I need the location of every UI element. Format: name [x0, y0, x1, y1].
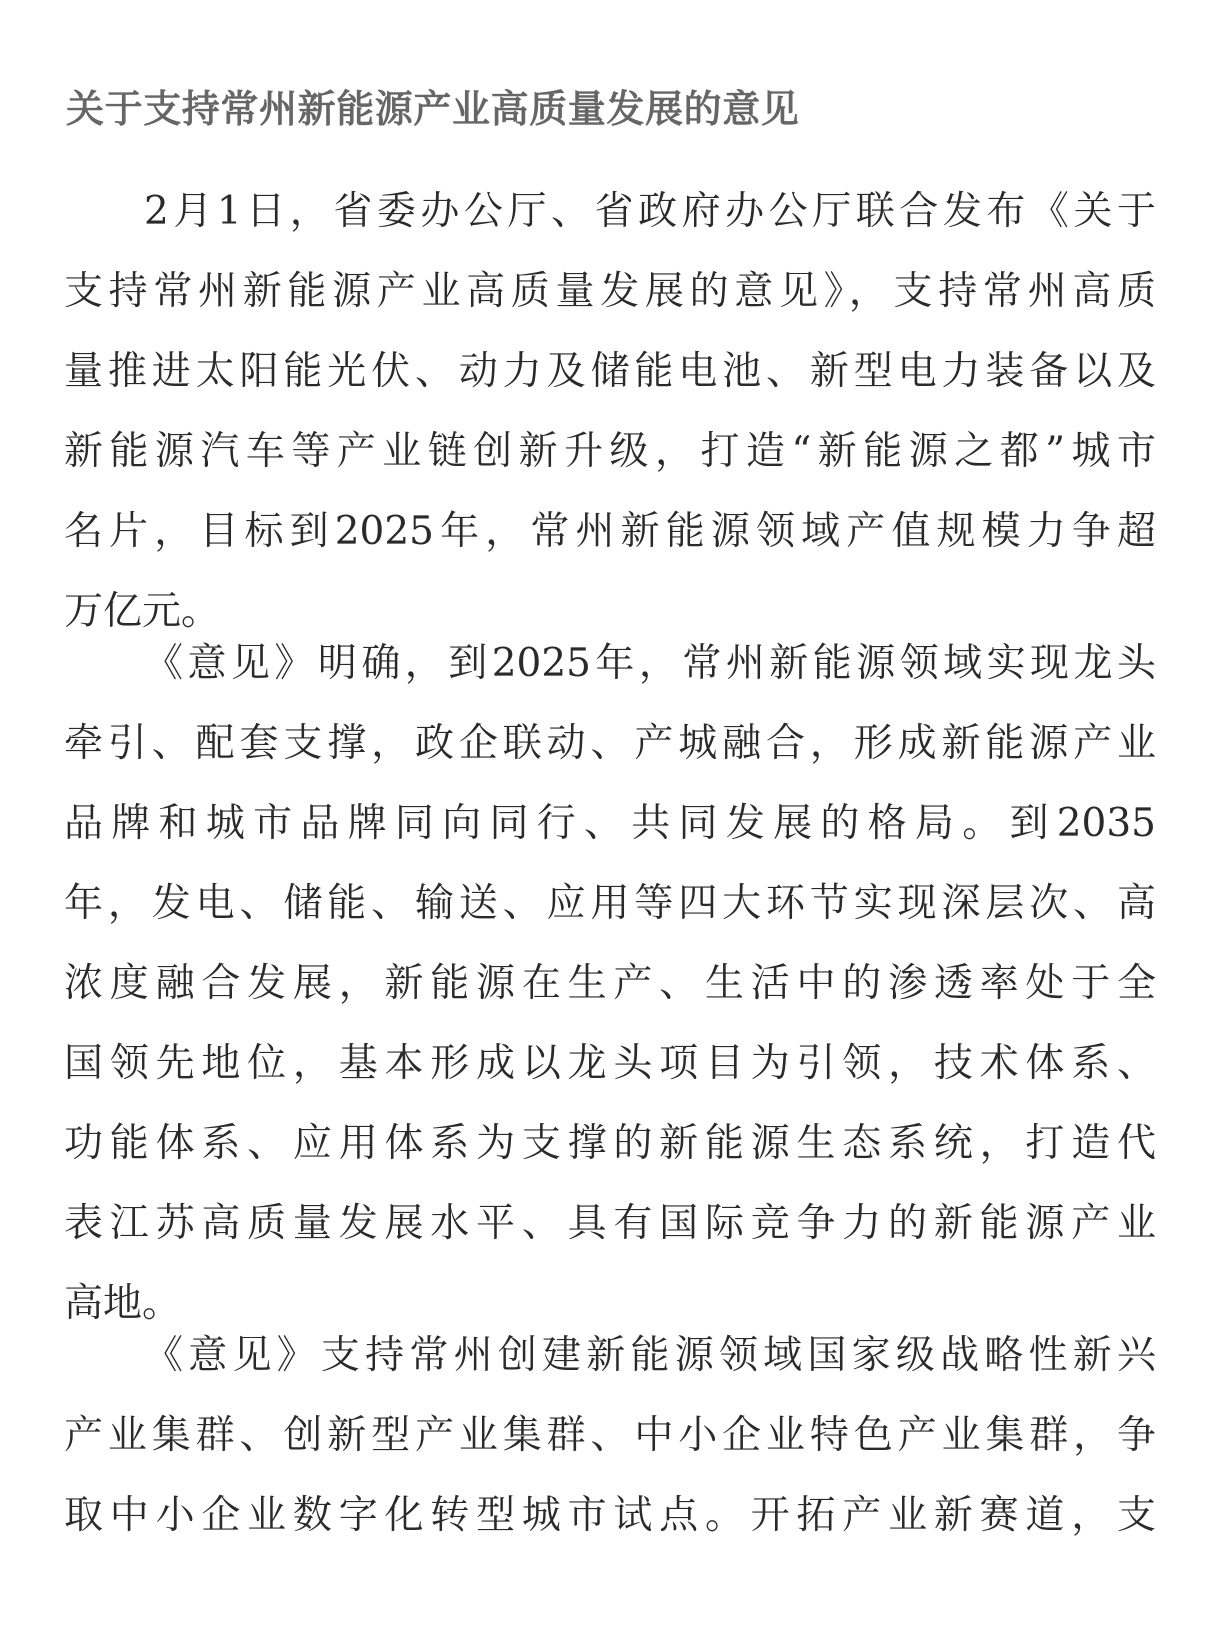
paragraph-line: 支持常州新能源产业高质量发展的意见》，支持常州高质 — [64, 269, 1156, 314]
paragraph-3 — [64, 1316, 1156, 1556]
paragraph-line: 年，发电、储能、输送、应用等四大环节实现深层次、高 — [64, 881, 1156, 926]
paragraph-line: 表江苏高质量发展水平、具有国际竞争力的新能源产业 — [64, 1201, 1156, 1246]
paragraph-line: 量推进太阳能光伏、动力及储能电池、新型电力装备以及 — [64, 349, 1156, 394]
paragraph-line: 2月1日，省委办公厅、省政府办公厅联合发布《关于 — [144, 189, 1156, 234]
paragraph-2 — [64, 624, 1156, 1344]
paragraph-line: 取中小企业数字化转型城市试点。开拓产业新赛道，支 — [64, 1493, 1156, 1538]
document-title: 关于支持常州新能源产业高质量发展的意见 — [66, 87, 800, 131]
paragraph-line: 新能源汽车等产业链创新升级，打造“新能源之都”城市 — [64, 429, 1156, 474]
paragraph-line: 浓度融合发展，新能源在生产、生活中的渗透率处于全 — [64, 961, 1156, 1006]
paragraph-line: 产业集群、创新型产业集群、中小企业特色产业集群，争 — [64, 1413, 1156, 1458]
paragraph-line: 万亿元。 — [64, 589, 221, 634]
paragraph-line: 名片，目标到2025年，常州新能源领域产值规模力争超 — [64, 509, 1156, 554]
paragraph-1 — [64, 172, 1156, 652]
paragraph-line: 功能体系、应用体系为支撑的新能源生态系统，打造代 — [64, 1121, 1156, 1166]
paragraph-line: 《意见》明确，到2025年，常州新能源领域实现龙头 — [144, 641, 1156, 686]
paragraph-line: 高地。 — [64, 1281, 182, 1326]
paragraph-line: 《意见》支持常州创建新能源领域国家级战略性新兴 — [144, 1333, 1156, 1378]
paragraph-line: 牵引、配套支撑，政企联动、产城融合，形成新能源产业 — [64, 721, 1156, 766]
paragraph-line: 国领先地位，基本形成以龙头项目为引领，技术体系、 — [64, 1041, 1156, 1086]
paragraph-line: 品牌和城市品牌同向同行、共同发展的格局。到2035 — [64, 801, 1156, 846]
